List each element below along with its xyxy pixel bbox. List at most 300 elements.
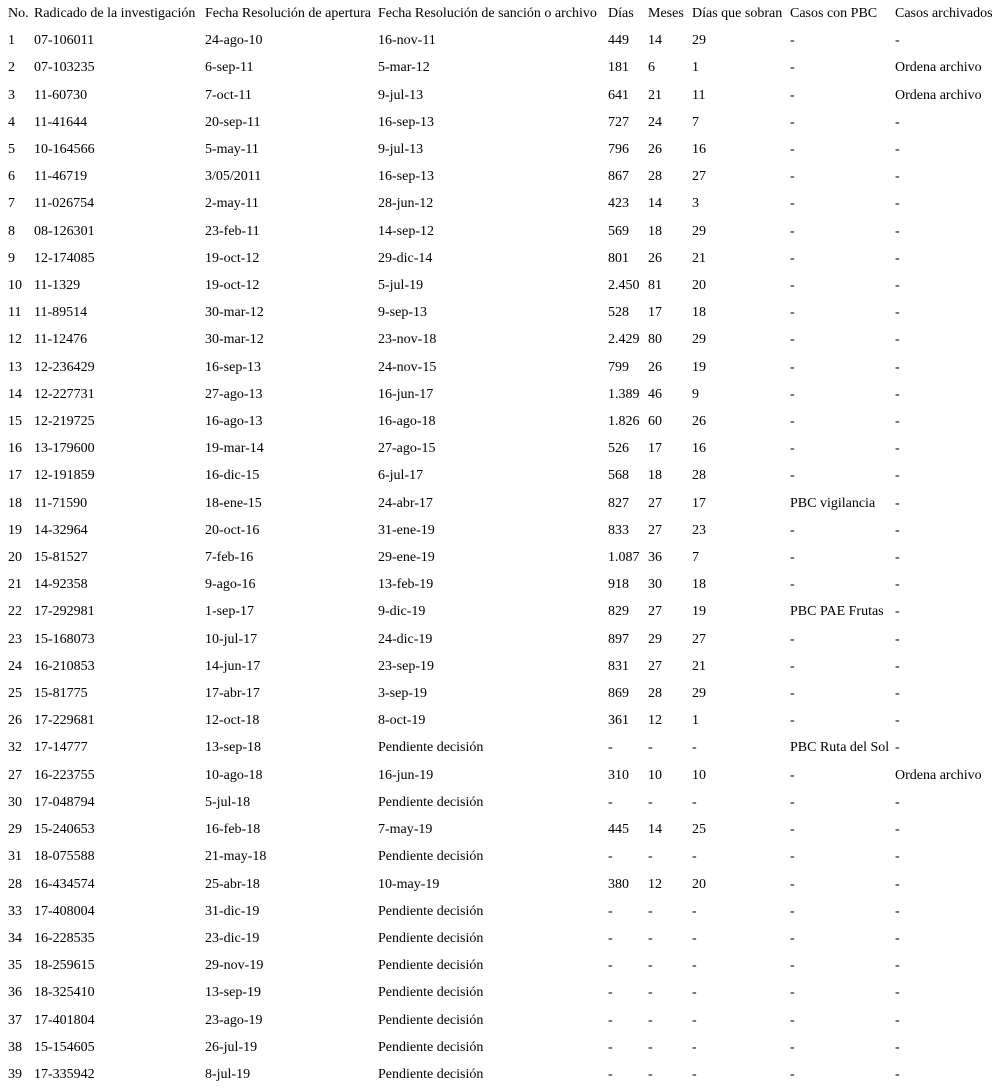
table-row	[8, 272, 1003, 299]
cell-dias: 831	[608, 658, 629, 674]
cell-no: 35	[8, 958, 22, 974]
cell-dias_sobran: -	[692, 985, 697, 1001]
cell-casos_archivados: -	[895, 985, 900, 1001]
cell-fecha_apertura: 9-ago-16	[205, 577, 256, 593]
cell-meses: -	[648, 985, 653, 1001]
cell-no: 27	[8, 767, 22, 783]
cell-meses: -	[648, 903, 653, 919]
cell-dias_sobran: 1	[692, 60, 699, 76]
cell-no: 17	[8, 468, 22, 484]
cell-casos_archivados: -	[895, 903, 900, 919]
cell-meses: -	[648, 958, 653, 974]
cell-dias_sobran: -	[692, 740, 697, 756]
cell-casos_archivados: -	[895, 522, 900, 538]
cell-fecha_apertura: 16-feb-18	[205, 822, 261, 838]
cell-casos_archivados: -	[895, 1066, 900, 1082]
cell-radicado: 11-41644	[34, 114, 88, 130]
cell-fecha_apertura: 25-abr-18	[205, 876, 260, 892]
table-row	[8, 871, 1003, 898]
cell-dias_sobran: 1	[692, 713, 699, 729]
cell-dias_sobran: 16	[692, 441, 706, 457]
cell-radicado: 14-32964	[34, 522, 88, 538]
cell-radicado: 17-048794	[34, 794, 95, 810]
table-row	[8, 952, 1003, 979]
cell-casos_pbc: -	[790, 359, 795, 375]
cell-radicado: 18-259615	[34, 958, 95, 974]
cell-meses: 18	[648, 223, 662, 239]
cell-fecha_apertura: 30-mar-12	[205, 305, 264, 321]
cell-radicado: 17-335942	[34, 1066, 95, 1082]
cell-meses: 14	[648, 196, 662, 212]
table-row	[8, 707, 1003, 734]
cell-fecha_sancion_archivo: 7-may-19	[378, 822, 433, 838]
cell-fecha_sancion_archivo: 16-sep-13	[378, 114, 434, 130]
cell-dias: 799	[608, 359, 629, 375]
cell-radicado: 12-191859	[34, 468, 95, 484]
cell-casos_archivados: -	[895, 305, 900, 321]
cell-meses: 12	[648, 876, 662, 892]
cell-fecha_apertura: 13-sep-19	[205, 985, 261, 1001]
cell-meses: 28	[648, 169, 662, 185]
table-row	[8, 816, 1003, 843]
cell-dias_sobran: 29	[692, 33, 706, 49]
cell-dias: 423	[608, 196, 629, 212]
cell-no: 16	[8, 441, 22, 457]
cell-dias_sobran: -	[692, 930, 697, 946]
cell-radicado: 17-229681	[34, 713, 95, 729]
cell-no: 39	[8, 1066, 22, 1082]
cell-dias_sobran: 18	[692, 577, 706, 593]
cell-fecha_sancion_archivo: 9-jul-13	[378, 87, 424, 103]
cell-fecha_apertura: 21-may-18	[205, 849, 267, 865]
cell-casos_archivados: -	[895, 849, 900, 865]
table-row	[8, 82, 1003, 109]
cell-radicado: 11-89514	[34, 305, 88, 321]
cell-dias: 727	[608, 114, 629, 130]
cell-fecha_apertura: 18-ene-15	[205, 495, 262, 511]
cell-casos_archivados: -	[895, 441, 900, 457]
cell-dias_sobran: 20	[692, 278, 706, 294]
cell-meses: -	[648, 1039, 653, 1055]
table-row	[8, 54, 1003, 81]
cell-casos_pbc: -	[790, 658, 795, 674]
cell-meses: 60	[648, 414, 662, 430]
cell-fecha_apertura: 23-dic-19	[205, 930, 260, 946]
table-row	[8, 979, 1003, 1006]
cell-meses: 21	[648, 87, 662, 103]
cell-fecha_apertura: 20-oct-16	[205, 522, 260, 538]
cell-casos_pbc: -	[790, 686, 795, 702]
cell-dias_sobran: -	[692, 1066, 697, 1082]
cell-casos_pbc: -	[790, 332, 795, 348]
cell-meses: 27	[648, 495, 662, 511]
cell-dias_sobran: -	[692, 903, 697, 919]
cell-meses: 26	[648, 142, 662, 158]
cell-fecha_apertura: 5-jul-18	[205, 794, 251, 810]
cell-dias: 801	[608, 250, 629, 266]
cell-fecha_sancion_archivo: 24-abr-17	[378, 495, 433, 511]
cell-radicado: 11-026754	[34, 196, 95, 212]
cell-dias: -	[608, 930, 613, 946]
cell-no: 15	[8, 414, 22, 430]
cell-fecha_sancion_archivo: Pendiente decisión	[378, 794, 484, 810]
cell-fecha_sancion_archivo: Pendiente decisión	[378, 1012, 484, 1028]
cell-dias: 869	[608, 686, 629, 702]
cell-casos_pbc: -	[790, 196, 795, 212]
cell-no: 34	[8, 930, 22, 946]
cell-fecha_apertura: 10-ago-18	[205, 767, 263, 783]
cell-casos_archivados: -	[895, 196, 900, 212]
table-head	[8, 0, 1003, 27]
table-row	[8, 1034, 1003, 1061]
cell-radicado: 18-075588	[34, 849, 95, 865]
cell-casos_archivados: Ordena archivo	[895, 767, 982, 783]
cell-no: 22	[8, 604, 22, 620]
cell-casos_archivados: -	[895, 495, 900, 511]
cell-dias_sobran: 21	[692, 658, 706, 674]
cell-casos_pbc: -	[790, 822, 795, 838]
cell-radicado: 12-236429	[34, 359, 95, 375]
cell-meses: -	[648, 1012, 653, 1028]
table-row	[8, 218, 1003, 245]
cell-fecha_apertura: 16-ago-13	[205, 414, 263, 430]
cell-no: 36	[8, 985, 22, 1001]
cell-fecha_apertura: 7-feb-16	[205, 550, 254, 566]
cell-casos_archivados: -	[895, 332, 900, 348]
cell-dias: 528	[608, 305, 629, 321]
cell-fecha_sancion_archivo: 28-jun-12	[378, 196, 434, 212]
cell-casos_archivados: -	[895, 822, 900, 838]
cell-dias: 867	[608, 169, 629, 185]
cell-no: 12	[8, 332, 22, 348]
cell-dias: 569	[608, 223, 629, 239]
cell-radicado: 10-164566	[34, 142, 95, 158]
cell-casos_archivados: -	[895, 250, 900, 266]
cell-dias_sobran: 7	[692, 114, 699, 130]
cell-casos_archivados: -	[895, 386, 900, 402]
cell-meses: 27	[648, 522, 662, 538]
column-header-dias_sobran: Días que sobran	[692, 6, 783, 21]
cell-casos_archivados: -	[895, 631, 900, 647]
cell-dias: -	[608, 903, 613, 919]
cell-fecha_sancion_archivo: 10-may-19	[378, 876, 440, 892]
cell-fecha_sancion_archivo: 31-ene-19	[378, 522, 435, 538]
cell-casos_pbc: -	[790, 278, 795, 294]
cell-radicado: 07-103235	[34, 60, 95, 76]
cell-radicado: 14-92358	[34, 577, 88, 593]
table-header-row	[8, 0, 1003, 27]
cell-fecha_apertura: 12-oct-18	[205, 713, 260, 729]
cell-meses: 26	[648, 250, 662, 266]
cell-casos_pbc: -	[790, 468, 795, 484]
cell-fecha_sancion_archivo: 9-dic-19	[378, 604, 426, 620]
cell-dias: 181	[608, 60, 629, 76]
cell-dias_sobran: 25	[692, 822, 706, 838]
cell-dias_sobran: 28	[692, 468, 706, 484]
cell-casos_pbc: -	[790, 522, 795, 538]
cell-fecha_apertura: 20-sep-11	[205, 114, 261, 130]
cell-fecha_sancion_archivo: 9-sep-13	[378, 305, 427, 321]
column-header-casos_pbc: Casos con PBC	[790, 6, 878, 21]
cell-dias_sobran: 29	[692, 686, 706, 702]
cell-casos_pbc: -	[790, 767, 795, 783]
cell-dias: 833	[608, 522, 629, 538]
cell-casos_pbc: -	[790, 1012, 795, 1028]
cell-no: 9	[8, 250, 15, 266]
cell-casos_pbc: -	[790, 550, 795, 566]
cell-casos_archivados: -	[895, 604, 900, 620]
cell-meses: 10	[648, 767, 662, 783]
cell-radicado: 16-434574	[34, 876, 95, 892]
cell-no: 26	[8, 713, 22, 729]
cell-meses: 14	[648, 822, 662, 838]
cell-fecha_apertura: 13-sep-18	[205, 740, 261, 756]
cell-casos_pbc: -	[790, 930, 795, 946]
table-row	[8, 544, 1003, 571]
cell-no: 14	[8, 386, 22, 402]
table-row	[8, 517, 1003, 544]
cell-fecha_sancion_archivo: 5-mar-12	[378, 60, 430, 76]
cell-dias_sobran: 19	[692, 359, 706, 375]
cell-radicado: 12-174085	[34, 250, 95, 266]
cell-dias: 449	[608, 33, 629, 49]
table-row	[8, 1007, 1003, 1034]
cell-radicado: 13-179600	[34, 441, 95, 457]
cell-dias: 568	[608, 468, 629, 484]
investigations-table	[8, 0, 1003, 1088]
cell-no: 23	[8, 631, 22, 647]
cell-dias: -	[608, 1012, 613, 1028]
cell-fecha_sancion_archivo: 6-jul-17	[378, 468, 424, 484]
cell-casos_pbc: -	[790, 60, 795, 76]
cell-fecha_sancion_archivo: Pendiente decisión	[378, 985, 484, 1001]
table-row	[8, 734, 1003, 761]
cell-fecha_sancion_archivo: 9-jul-13	[378, 142, 424, 158]
cell-dias: 310	[608, 767, 629, 783]
cell-fecha_apertura: 27-ago-13	[205, 386, 263, 402]
cell-casos_archivados: -	[895, 169, 900, 185]
cell-meses: 29	[648, 631, 662, 647]
cell-fecha_apertura: 19-mar-14	[205, 441, 264, 457]
table-row	[8, 490, 1003, 517]
cell-casos_pbc: -	[790, 114, 795, 130]
cell-dias_sobran: -	[692, 1012, 697, 1028]
cell-casos_archivados: -	[895, 550, 900, 566]
cell-radicado: 16-223755	[34, 767, 95, 783]
cell-no: 7	[8, 196, 15, 212]
cell-radicado: 12-227731	[34, 386, 95, 402]
cell-meses: -	[648, 930, 653, 946]
cell-dias_sobran: 26	[692, 414, 706, 430]
table-row	[8, 381, 1003, 408]
cell-fecha_apertura: 8-jul-19	[205, 1066, 251, 1082]
cell-dias_sobran: 23	[692, 522, 706, 538]
cell-radicado: 17-14777	[34, 740, 88, 756]
cell-fecha_sancion_archivo: Pendiente decisión	[378, 849, 484, 865]
cell-casos_pbc: -	[790, 305, 795, 321]
cell-dias_sobran: 27	[692, 169, 706, 185]
cell-casos_pbc: -	[790, 169, 795, 185]
cell-dias: 445	[608, 822, 629, 838]
cell-fecha_apertura: 19-oct-12	[205, 278, 260, 294]
cell-dias: -	[608, 849, 613, 865]
cell-no: 5	[8, 142, 15, 158]
cell-dias: 1.087	[608, 550, 640, 566]
cell-casos_archivados: -	[895, 468, 900, 484]
cell-meses: 46	[648, 386, 662, 402]
cell-fecha_sancion_archivo: 16-sep-13	[378, 169, 434, 185]
cell-dias_sobran: 17	[692, 495, 706, 511]
cell-radicado: 17-408004	[34, 903, 95, 919]
cell-casos_pbc: -	[790, 33, 795, 49]
cell-casos_archivados: -	[895, 930, 900, 946]
cell-dias_sobran: -	[692, 849, 697, 865]
cell-casos_pbc: -	[790, 250, 795, 266]
cell-meses: 17	[648, 441, 662, 457]
cell-casos_archivados: -	[895, 794, 900, 810]
cell-fecha_apertura: 7-oct-11	[205, 87, 252, 103]
cell-fecha_sancion_archivo: Pendiente decisión	[378, 1066, 484, 1082]
cell-dias_sobran: -	[692, 1039, 697, 1055]
cell-meses: -	[648, 740, 653, 756]
cell-dias_sobran: 3	[692, 196, 699, 212]
table-row	[8, 163, 1003, 190]
table-row	[8, 27, 1003, 54]
cell-casos_archivados: -	[895, 142, 900, 158]
cell-no: 30	[8, 794, 22, 810]
cell-fecha_sancion_archivo: 16-jun-17	[378, 386, 434, 402]
cell-casos_pbc: -	[790, 1066, 795, 1082]
table-row	[8, 843, 1003, 870]
table-row	[8, 326, 1003, 353]
table-row	[8, 299, 1003, 326]
cell-fecha_sancion_archivo: Pendiente decisión	[378, 740, 484, 756]
cell-meses: 24	[648, 114, 662, 130]
table-row	[8, 245, 1003, 272]
cell-meses: 80	[648, 332, 662, 348]
cell-no: 31	[8, 849, 22, 865]
table-row	[8, 136, 1003, 163]
column-header-no: No.	[8, 6, 29, 21]
cell-dias: 361	[608, 713, 629, 729]
column-header-casos_archivados: Casos archivados	[895, 6, 993, 21]
cell-no: 29	[8, 822, 22, 838]
table-body	[8, 27, 1003, 1088]
cell-radicado: 15-81775	[34, 686, 88, 702]
cell-dias: 918	[608, 577, 629, 593]
cell-casos_archivados: -	[895, 114, 900, 130]
table-row	[8, 653, 1003, 680]
cell-casos_pbc: -	[790, 386, 795, 402]
cell-casos_archivados: -	[895, 876, 900, 892]
cell-casos_archivados: -	[895, 958, 900, 974]
cell-meses: 27	[648, 604, 662, 620]
cell-fecha_sancion_archivo: 24-nov-15	[378, 359, 437, 375]
cell-dias_sobran: 18	[692, 305, 706, 321]
cell-casos_archivados: -	[895, 33, 900, 49]
cell-fecha_sancion_archivo: 24-dic-19	[378, 631, 433, 647]
cell-radicado: 15-168073	[34, 631, 95, 647]
cell-fecha_sancion_archivo: 27-ago-15	[378, 441, 436, 457]
cell-dias_sobran: -	[692, 794, 697, 810]
cell-no: 21	[8, 577, 22, 593]
cell-dias_sobran: 29	[692, 332, 706, 348]
cell-dias: 1.826	[608, 414, 640, 430]
cell-casos_archivados: -	[895, 658, 900, 674]
cell-meses: -	[648, 794, 653, 810]
cell-casos_archivados: -	[895, 414, 900, 430]
cell-radicado: 15-240653	[34, 822, 95, 838]
cell-radicado: 07-106011	[34, 33, 95, 49]
table-row	[8, 435, 1003, 462]
table-row	[8, 354, 1003, 381]
cell-no: 19	[8, 522, 22, 538]
cell-fecha_apertura: 23-ago-19	[205, 1012, 263, 1028]
cell-radicado: 15-81527	[34, 550, 88, 566]
cell-radicado: 11-60730	[34, 87, 88, 103]
cell-casos_pbc: -	[790, 223, 795, 239]
cell-dias_sobran: 27	[692, 631, 706, 647]
cell-radicado: 11-46719	[34, 169, 88, 185]
cell-fecha_apertura: 16-dic-15	[205, 468, 260, 484]
cell-meses: -	[648, 849, 653, 865]
cell-fecha_apertura: 16-sep-13	[205, 359, 261, 375]
table-row	[8, 626, 1003, 653]
cell-dias_sobran: 16	[692, 142, 706, 158]
cell-dias: -	[608, 1039, 613, 1055]
cell-fecha_apertura: 30-mar-12	[205, 332, 264, 348]
column-header-meses: Meses	[648, 6, 684, 21]
cell-dias_sobran: 9	[692, 386, 699, 402]
table-row	[8, 789, 1003, 816]
cell-radicado: 17-401804	[34, 1012, 95, 1028]
cell-fecha_apertura: 24-ago-10	[205, 33, 263, 49]
cell-no: 11	[8, 305, 22, 321]
table-row	[8, 1061, 1003, 1088]
cell-fecha_apertura: 29-nov-19	[205, 958, 264, 974]
cell-casos_pbc: PBC Ruta del Sol	[790, 740, 890, 756]
table-row	[8, 680, 1003, 707]
cell-fecha_apertura: 5-may-11	[205, 142, 259, 158]
cell-no: 33	[8, 903, 22, 919]
cell-fecha_sancion_archivo: Pendiente decisión	[378, 903, 484, 919]
cell-casos_archivados: -	[895, 223, 900, 239]
cell-no: 37	[8, 1012, 22, 1028]
cell-casos_archivados: Ordena archivo	[895, 87, 982, 103]
cell-fecha_sancion_archivo: 5-jul-19	[378, 278, 424, 294]
cell-meses: 30	[648, 577, 662, 593]
cell-fecha_sancion_archivo: Pendiente decisión	[378, 930, 484, 946]
cell-dias: 641	[608, 87, 629, 103]
cell-dias: 897	[608, 631, 629, 647]
cell-dias: 796	[608, 142, 629, 158]
cell-casos_pbc: -	[790, 142, 795, 158]
cell-dias: -	[608, 740, 613, 756]
cell-meses: 14	[648, 33, 662, 49]
cell-fecha_apertura: 6-sep-11	[205, 60, 254, 76]
cell-radicado: 16-228535	[34, 930, 95, 946]
cell-fecha_apertura: 2-may-11	[205, 196, 259, 212]
cell-casos_pbc: -	[790, 1039, 795, 1055]
cell-dias: 827	[608, 495, 629, 511]
cell-meses: 12	[648, 713, 662, 729]
cell-fecha_sancion_archivo: 13-feb-19	[378, 577, 434, 593]
cell-casos_pbc: -	[790, 903, 795, 919]
cell-no: 3	[8, 87, 15, 103]
cell-radicado: 15-154605	[34, 1039, 95, 1055]
cell-casos_archivados: -	[895, 1039, 900, 1055]
cell-casos_pbc: -	[790, 958, 795, 974]
